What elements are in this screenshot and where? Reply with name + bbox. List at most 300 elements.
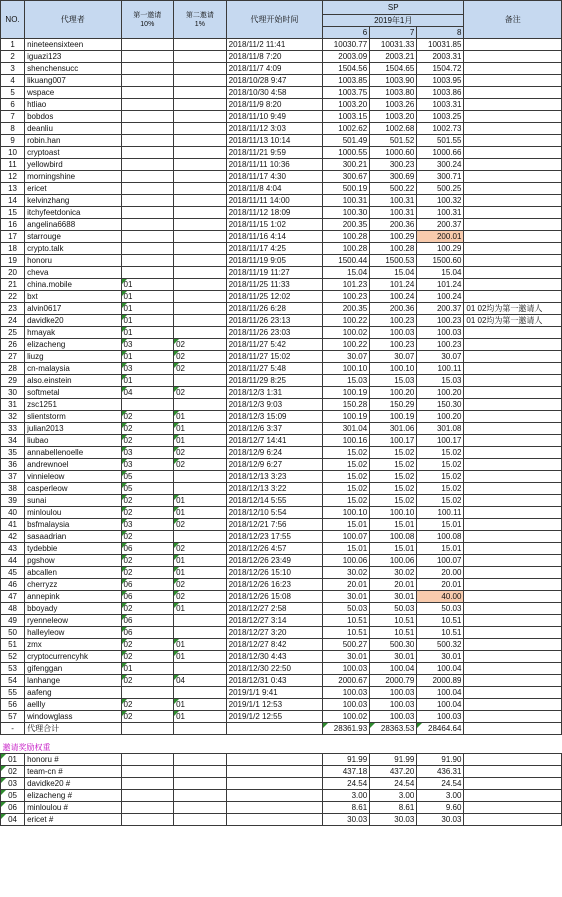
row-agent: aafeng	[25, 687, 121, 699]
row-inviter2: 02	[174, 519, 227, 531]
row-start-time: 2018/11/12 18:09	[226, 207, 322, 219]
table-row	[1, 603, 562, 615]
row-day-6: 300.21	[323, 159, 370, 171]
row-no: 6	[1, 99, 25, 111]
row-start-time: 2018/11/26 23:03	[226, 327, 322, 339]
row-day-7: 100.03	[370, 699, 417, 711]
row-no: 27	[1, 351, 25, 363]
row-day-8: 2003.31	[417, 51, 464, 63]
row-day-8: 500.32	[417, 639, 464, 651]
row-inviter1: 06	[121, 615, 174, 627]
row-agent: zsc1251	[25, 399, 121, 411]
total-label: 代理合计	[25, 723, 121, 735]
row-inviter1	[121, 51, 174, 63]
row-start-time: 2018/11/7 4:09	[226, 63, 322, 75]
table-row	[1, 231, 562, 243]
header-inviter1-label: 第一邀请	[133, 11, 162, 19]
weight-empty-1	[121, 802, 174, 814]
row-note	[464, 387, 562, 399]
row-inviter1: 02	[121, 531, 174, 543]
row-no: 11	[1, 159, 25, 171]
row-day-6: 20.01	[323, 579, 370, 591]
row-agent: bsfmalaysia	[25, 519, 121, 531]
row-day-6: 500.19	[323, 183, 370, 195]
row-inviter1	[121, 195, 174, 207]
row-inviter2: 01	[174, 423, 227, 435]
row-no: 45	[1, 567, 25, 579]
row-start-time: 2018/11/27 15:02	[226, 351, 322, 363]
table-row	[1, 75, 562, 87]
row-day-6: 30.01	[323, 591, 370, 603]
row-day-6: 10.51	[323, 615, 370, 627]
weight-no: 03	[1, 778, 25, 790]
row-note	[464, 363, 562, 375]
row-agent: ericet	[25, 183, 121, 195]
row-day-6: 500.27	[323, 639, 370, 651]
weight-no: 05	[1, 790, 25, 802]
row-day-7: 301.06	[370, 423, 417, 435]
row-day-8: 100.11	[417, 507, 464, 519]
row-note	[464, 567, 562, 579]
row-inviter1	[121, 267, 174, 279]
row-inviter1: 02	[121, 507, 174, 519]
row-inviter2: 01	[174, 555, 227, 567]
table-row	[1, 447, 562, 459]
row-no: 44	[1, 555, 25, 567]
row-agent: julian2013	[25, 423, 121, 435]
row-day-6: 15.01	[323, 519, 370, 531]
table-row	[1, 99, 562, 111]
row-note	[464, 507, 562, 519]
row-inviter2: 02	[174, 339, 227, 351]
row-no: 56	[1, 699, 25, 711]
row-day-6: 15.02	[323, 447, 370, 459]
header-day-8: 8	[417, 27, 464, 39]
row-inviter2: 01	[174, 651, 227, 663]
row-agent: robin.han	[25, 135, 121, 147]
row-day-8: 15.02	[417, 495, 464, 507]
row-day-8: 100.08	[417, 531, 464, 543]
row-inviter1: 06	[121, 579, 174, 591]
row-day-8: 100.04	[417, 687, 464, 699]
row-no: 1	[1, 39, 25, 51]
table-row	[1, 267, 562, 279]
row-no: 34	[1, 435, 25, 447]
weight-empty-2	[174, 778, 227, 790]
row-agent: liubao	[25, 435, 121, 447]
weight-rows	[1, 754, 562, 826]
row-agent: bboyady	[25, 603, 121, 615]
row-day-7: 1003.20	[370, 111, 417, 123]
table-row	[1, 183, 562, 195]
row-no: 53	[1, 663, 25, 675]
total-day-6: 28361.93	[323, 723, 370, 735]
row-day-8: 200.01	[417, 231, 464, 243]
row-agent: cherryzz	[25, 579, 121, 591]
weight-day-8: 91.90	[417, 754, 464, 766]
header-month: 2019年1月	[323, 15, 464, 27]
row-note	[464, 663, 562, 675]
table-row	[1, 123, 562, 135]
row-start-time: 2018/12/7 14:41	[226, 435, 322, 447]
row-agent: alvin0617	[25, 303, 121, 315]
weight-row	[1, 766, 562, 778]
row-no: 29	[1, 375, 25, 387]
row-note	[464, 435, 562, 447]
row-inviter1: 02	[121, 639, 174, 651]
row-day-6: 1003.15	[323, 111, 370, 123]
row-start-time: 2018/11/8 4:04	[226, 183, 322, 195]
row-day-6: 100.16	[323, 435, 370, 447]
row-day-6: 100.31	[323, 195, 370, 207]
weight-row	[1, 802, 562, 814]
row-day-7: 15.03	[370, 375, 417, 387]
row-day-6: 100.19	[323, 411, 370, 423]
row-agent: windowglass	[25, 711, 121, 723]
row-day-6: 15.02	[323, 483, 370, 495]
weight-row	[1, 778, 562, 790]
row-day-6: 100.30	[323, 207, 370, 219]
row-day-7: 1000.60	[370, 147, 417, 159]
row-inviter2	[174, 399, 227, 411]
weight-name: davidke20 #	[25, 778, 121, 790]
weight-empty-1	[121, 754, 174, 766]
row-day-7: 1003.80	[370, 87, 417, 99]
table-row	[1, 651, 562, 663]
row-day-7: 100.29	[370, 231, 417, 243]
row-start-time: 2018/12/9 6:24	[226, 447, 322, 459]
table-row	[1, 159, 562, 171]
row-day-6: 15.02	[323, 495, 370, 507]
row-no: 12	[1, 171, 25, 183]
section-title: 邀请奖励权重	[2, 742, 51, 752]
row-day-6: 300.67	[323, 171, 370, 183]
row-day-7: 100.03	[370, 711, 417, 723]
row-note	[464, 111, 562, 123]
row-day-7: 10.51	[370, 615, 417, 627]
row-day-8: 10.51	[417, 615, 464, 627]
table-row	[1, 435, 562, 447]
row-day-8: 501.55	[417, 135, 464, 147]
row-day-8: 101.24	[417, 279, 464, 291]
row-day-8: 200.37	[417, 303, 464, 315]
row-start-time: 2018/11/8 7:20	[226, 51, 322, 63]
row-day-6: 100.03	[323, 663, 370, 675]
row-inviter1: 02	[121, 411, 174, 423]
row-day-7: 500.22	[370, 183, 417, 195]
weight-empty-2	[174, 814, 227, 826]
table-row	[1, 303, 562, 315]
row-day-6: 1003.85	[323, 75, 370, 87]
row-agent: annabellenoelle	[25, 447, 121, 459]
table-row	[1, 135, 562, 147]
row-day-6: 1504.56	[323, 63, 370, 75]
row-day-7: 20.01	[370, 579, 417, 591]
row-note	[464, 291, 562, 303]
row-agent: liuzg	[25, 351, 121, 363]
row-inviter2	[174, 483, 227, 495]
row-agent: halleyleow	[25, 627, 121, 639]
row-no: 14	[1, 195, 25, 207]
header-note: 备注	[464, 1, 562, 39]
total-day-7: 28363.53	[370, 723, 417, 735]
row-day-8: 100.07	[417, 555, 464, 567]
row-inviter1	[121, 87, 174, 99]
row-no: 18	[1, 243, 25, 255]
row-agent: annepink	[25, 591, 121, 603]
row-day-8: 30.01	[417, 651, 464, 663]
row-day-7: 15.01	[370, 519, 417, 531]
row-start-time: 2018/12/27 2:58	[226, 603, 322, 615]
row-day-7: 1504.65	[370, 63, 417, 75]
row-inviter2	[174, 627, 227, 639]
weight-day-7: 24.54	[370, 778, 417, 790]
row-inviter2: 02	[174, 591, 227, 603]
weight-empty-3	[226, 778, 322, 790]
weight-day-6: 24.54	[323, 778, 370, 790]
row-start-time: 2018/12/26 15:08	[226, 591, 322, 603]
row-inviter1: 03	[121, 339, 174, 351]
row-day-6: 100.28	[323, 243, 370, 255]
row-day-6: 2003.09	[323, 51, 370, 63]
row-day-6: 100.22	[323, 339, 370, 351]
row-agent: cn-malaysia	[25, 363, 121, 375]
row-inviter1: 02	[121, 603, 174, 615]
row-inviter1: 01	[121, 291, 174, 303]
row-inviter2	[174, 51, 227, 63]
total-section	[1, 723, 562, 754]
row-no: 47	[1, 591, 25, 603]
row-day-7: 1003.26	[370, 99, 417, 111]
table-row	[1, 411, 562, 423]
header-inviter2	[174, 1, 227, 39]
row-start-time: 2018/11/21 9:59	[226, 147, 322, 159]
row-start-time: 2018/12/27 3:20	[226, 627, 322, 639]
row-start-time: 2018/11/27 5:48	[226, 363, 322, 375]
row-day-8: 100.23	[417, 339, 464, 351]
row-agent: abcallen	[25, 567, 121, 579]
row-inviter2	[174, 195, 227, 207]
row-day-6: 100.19	[323, 387, 370, 399]
header-agent: 代理者	[25, 1, 121, 39]
total-note	[464, 723, 562, 735]
row-day-8: 500.25	[417, 183, 464, 195]
row-inviter1	[121, 207, 174, 219]
row-start-time: 2018/11/29 8:25	[226, 375, 322, 387]
row-inviter2: 01	[174, 567, 227, 579]
row-inviter2: 02	[174, 459, 227, 471]
row-inviter2	[174, 111, 227, 123]
row-start-time: 2018/11/11 10:36	[226, 159, 322, 171]
row-inviter1: 01	[121, 327, 174, 339]
row-inviter2	[174, 375, 227, 387]
row-day-7: 100.08	[370, 531, 417, 543]
row-day-7: 100.04	[370, 663, 417, 675]
row-inviter2	[174, 243, 227, 255]
row-inviter2	[174, 471, 227, 483]
row-day-7: 500.30	[370, 639, 417, 651]
row-day-6: 100.02	[323, 327, 370, 339]
table-row	[1, 387, 562, 399]
row-no: 38	[1, 483, 25, 495]
table-row	[1, 171, 562, 183]
row-no: 28	[1, 363, 25, 375]
header-inviter1	[121, 1, 174, 39]
row-inviter1: 02	[121, 711, 174, 723]
weight-day-7: 3.00	[370, 790, 417, 802]
row-note	[464, 327, 562, 339]
row-day-8: 1504.72	[417, 63, 464, 75]
row-day-8: 100.11	[417, 363, 464, 375]
row-day-8: 100.23	[417, 315, 464, 327]
row-inviter1	[121, 147, 174, 159]
weight-empty-1	[121, 790, 174, 802]
weight-empty-1	[121, 766, 174, 778]
row-note	[464, 711, 562, 723]
row-day-7: 15.04	[370, 267, 417, 279]
row-inviter1	[121, 111, 174, 123]
row-day-7: 101.24	[370, 279, 417, 291]
row-inviter2	[174, 219, 227, 231]
row-day-8: 15.02	[417, 471, 464, 483]
row-start-time: 2018/12/10 5:54	[226, 507, 322, 519]
row-no: 52	[1, 651, 25, 663]
row-day-7: 100.03	[370, 327, 417, 339]
row-no: 2	[1, 51, 25, 63]
row-inviter2: 01	[174, 603, 227, 615]
row-no: 21	[1, 279, 25, 291]
spacer	[1, 735, 562, 743]
row-day-6: 100.28	[323, 231, 370, 243]
row-day-6: 15.01	[323, 543, 370, 555]
weight-day-8: 3.00	[417, 790, 464, 802]
row-inviter1: 06	[121, 543, 174, 555]
row-no: 40	[1, 507, 25, 519]
table-row	[1, 327, 562, 339]
row-day-8: 1000.66	[417, 147, 464, 159]
row-day-8: 20.01	[417, 579, 464, 591]
row-inviter1	[121, 63, 174, 75]
row-inviter1	[121, 399, 174, 411]
row-inviter2	[174, 279, 227, 291]
row-agent: casperleow	[25, 483, 121, 495]
row-start-time: 2018/11/27 5:42	[226, 339, 322, 351]
table-row	[1, 615, 562, 627]
table-row	[1, 207, 562, 219]
row-inviter1: 01	[121, 375, 174, 387]
weight-empty-3	[226, 766, 322, 778]
row-day-8: 15.02	[417, 483, 464, 495]
row-start-time: 2018/11/26 23:13	[226, 315, 322, 327]
row-day-8: 301.08	[417, 423, 464, 435]
row-day-8: 15.02	[417, 459, 464, 471]
row-no: 36	[1, 459, 25, 471]
row-day-7: 150.29	[370, 399, 417, 411]
row-inviter2	[174, 615, 227, 627]
row-day-7: 30.01	[370, 651, 417, 663]
row-note	[464, 231, 562, 243]
row-day-7: 300.69	[370, 171, 417, 183]
row-note	[464, 411, 562, 423]
row-day-8: 10.51	[417, 627, 464, 639]
table-row	[1, 219, 562, 231]
row-day-6: 15.02	[323, 471, 370, 483]
row-agent: andrewnoel	[25, 459, 121, 471]
row-day-6: 501.49	[323, 135, 370, 147]
row-day-7: 100.31	[370, 207, 417, 219]
row-agent: slientstorm	[25, 411, 121, 423]
table-row	[1, 483, 562, 495]
row-agent: davidke20	[25, 315, 121, 327]
row-day-6: 301.04	[323, 423, 370, 435]
row-no: 25	[1, 327, 25, 339]
row-note	[464, 135, 562, 147]
row-start-time: 2018/11/25 11:33	[226, 279, 322, 291]
row-inviter1: 02	[121, 651, 174, 663]
row-day-6: 2000.67	[323, 675, 370, 687]
row-no: 24	[1, 315, 25, 327]
row-day-8: 100.04	[417, 699, 464, 711]
row-inviter2	[174, 315, 227, 327]
row-inviter1: 02	[121, 435, 174, 447]
weight-note	[464, 778, 562, 790]
row-agent: lanhange	[25, 675, 121, 687]
total-empty-2	[174, 723, 227, 735]
row-note	[464, 219, 562, 231]
row-start-time: 2018/11/26 6:28	[226, 303, 322, 315]
header-inviter2-label: 第二邀请	[185, 11, 214, 19]
row-inviter2	[174, 183, 227, 195]
row-no: 5	[1, 87, 25, 99]
row-note	[464, 207, 562, 219]
row-start-time: 2018/11/19 11:27	[226, 267, 322, 279]
weight-empty-2	[174, 766, 227, 778]
table-row	[1, 675, 562, 687]
row-note: 01 02均为第一邀请人	[464, 315, 562, 327]
row-inviter1: 01	[121, 303, 174, 315]
row-day-8: 100.17	[417, 435, 464, 447]
row-inviter2: 02	[174, 579, 227, 591]
row-inviter1	[121, 183, 174, 195]
weight-empty-3	[226, 814, 322, 826]
row-no: 15	[1, 207, 25, 219]
row-day-8: 15.01	[417, 519, 464, 531]
row-day-6: 100.22	[323, 315, 370, 327]
row-start-time: 2018/11/12 3:03	[226, 123, 322, 135]
row-day-7: 30.07	[370, 351, 417, 363]
row-inviter1: 02	[121, 495, 174, 507]
row-inviter1: 06	[121, 591, 174, 603]
row-start-time: 2018/12/21 7:56	[226, 519, 322, 531]
row-start-time: 2018/11/17 4:25	[226, 243, 322, 255]
header-sp: SP	[323, 1, 464, 15]
header-day-6: 6	[323, 27, 370, 39]
row-agent: sasaadrian	[25, 531, 121, 543]
row-agent: gifenggan	[25, 663, 121, 675]
row-day-8: 1500.60	[417, 255, 464, 267]
total-no: -	[1, 723, 25, 735]
weight-day-7: 8.61	[370, 802, 417, 814]
row-day-7: 100.17	[370, 435, 417, 447]
row-day-8: 1003.95	[417, 75, 464, 87]
row-day-6: 50.03	[323, 603, 370, 615]
row-inviter1: 01	[121, 663, 174, 675]
row-agent: likuang007	[25, 75, 121, 87]
row-inviter1	[121, 135, 174, 147]
row-agent: itchyfeetdonica	[25, 207, 121, 219]
table-row	[1, 51, 562, 63]
table-row	[1, 699, 562, 711]
